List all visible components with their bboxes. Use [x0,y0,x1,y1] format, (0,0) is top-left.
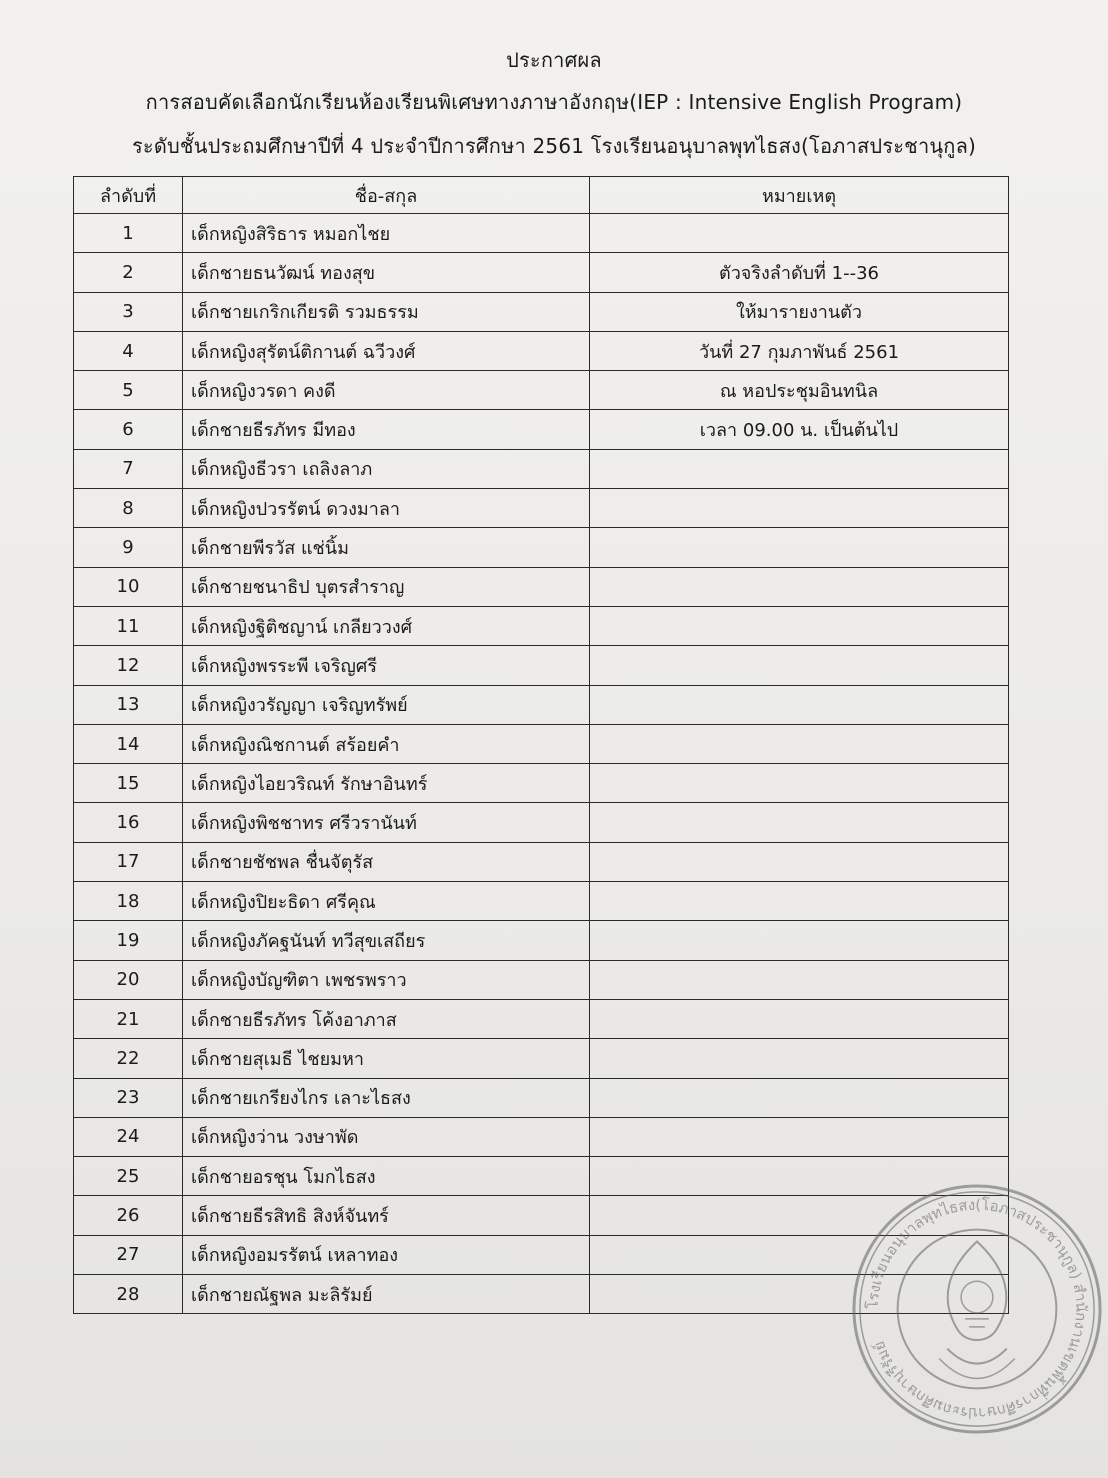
row-student-name: เด็กหญิงไอยวริณท์ รักษาอินทร์ [183,764,590,803]
row-remark [590,646,1009,685]
table-row [74,1039,1009,1078]
announcement-subtitle: การสอบคัดเลือกนักเรียนห้องเรียนพิเศษทางภาษาอังกฤษ(IEP : Intensive English Program) [145,90,963,114]
table-row [74,921,1009,960]
table-row [74,449,1009,488]
row-student-name: เด็กหญิงธีวรา เถลิงลาภ [183,449,590,488]
row-student-name: เด็กหญิงอมรรัตน์ เหลาทอง [183,1235,590,1274]
row-remark [590,764,1009,803]
row-order-number: 11 [74,606,183,645]
row-remark: ตัวจริงลำดับที่ 1--36 [590,253,1009,292]
table-row [74,410,1009,449]
table-row [74,646,1009,685]
table-body [74,214,1009,1314]
row-remark [590,1117,1009,1156]
row-remark: ณ หอประชุมอินทนิล [590,371,1009,410]
table-row [74,331,1009,370]
row-student-name: เด็กชายเกริกเกียรติ รวมธรรม [183,292,590,331]
column-header-order: ลำดับที่ [74,177,183,214]
table-row [74,882,1009,921]
row-order-number: 10 [74,567,183,606]
row-student-name: เด็กหญิงพรระพี เจริญศรี [183,646,590,685]
row-order-number: 22 [74,1039,183,1078]
row-student-name: เด็กชายธีรภัทร มีทอง [183,410,590,449]
row-student-name: เด็กหญิงภัคฐนันท์ ทวีสุขเสถียร [183,921,590,960]
row-order-number: 18 [74,882,183,921]
row-order-number: 21 [74,999,183,1038]
row-order-number: 9 [74,528,183,567]
row-order-number: 7 [74,449,183,488]
table-row [74,489,1009,528]
row-order-number: 19 [74,921,183,960]
row-student-name: เด็กหญิงวรัญญา เจริญทรัพย์ [183,685,590,724]
announcement-heading: ประกาศผล [506,48,602,72]
row-remark [590,1039,1009,1078]
row-remark [590,842,1009,881]
row-remark [590,882,1009,921]
table-header-row [74,177,1009,214]
row-order-number: 6 [74,410,183,449]
row-student-name: เด็กชายธนวัฒน์ ทองสุข [183,253,590,292]
row-order-number: 5 [74,371,183,410]
row-student-name: เด็กหญิงวรดา คงดี [183,371,590,410]
row-remark [590,803,1009,842]
row-student-name: เด็กหญิงว่าน วงษาพัด [183,1117,590,1156]
table-row [74,724,1009,763]
row-remark [590,999,1009,1038]
row-student-name: เด็กชายชัชพล ชื่นจัตุรัส [183,842,590,881]
row-student-name: เด็กชายอรชุน โมกไธสง [183,1157,590,1196]
row-order-number: 27 [74,1235,183,1274]
row-student-name: เด็กหญิงปวรรัตน์ ดวงมาลา [183,489,590,528]
stamp-text: โรงเรียนอนุบาลพุทไธสง(โอภาสประชานุกูล) สำนักงานเขตพื้นที่การศึกษาประถมศึกษาบุรีรัมย์ [863,1195,1091,1423]
table-row [74,685,1009,724]
row-remark [590,685,1009,724]
row-student-name: เด็กหญิงบัญฑิตา เพชรพราว [183,960,590,999]
row-remark: ให้มารายงานตัว [590,292,1009,331]
row-remark [590,489,1009,528]
row-remark [590,921,1009,960]
table-row [74,214,1009,253]
school-seal-stamp [848,1180,1106,1438]
table-row [74,1117,1009,1156]
row-remark [590,960,1009,999]
row-order-number: 24 [74,1117,183,1156]
row-student-name: เด็กหญิงฐิติชญาน์ เกลียววงศ์ [183,606,590,645]
row-order-number: 12 [74,646,183,685]
table-row [74,253,1009,292]
table-row [74,606,1009,645]
row-order-number: 28 [74,1275,183,1314]
row-remark [590,567,1009,606]
row-student-name: เด็กชายธีรภัทร โค้งอาภาส [183,999,590,1038]
table-row [74,764,1009,803]
table-row [74,371,1009,410]
row-order-number: 8 [74,489,183,528]
row-order-number: 14 [74,724,183,763]
row-student-name: เด็กชายณัฐพล มะลิรัมย์ [183,1275,590,1314]
row-student-name: เด็กชายพีรวัส แช่นิ้ม [183,528,590,567]
row-remark [590,528,1009,567]
table-row [74,528,1009,567]
row-student-name: เด็กหญิงสิริธาร หมอกไชย [183,214,590,253]
table-row [74,567,1009,606]
results-table [73,176,1009,1314]
announcement-school-line: ระดับชั้นประถมศึกษาปีที่ 4 ประจำปีการศึกษา 2561 โรงเรียนอนุบาลพุทไธสง(โอภาสประชานุกูล) [131,134,977,158]
row-student-name: เด็กชายธีรสิทธิ สิงห์จันทร์ [183,1196,590,1235]
row-student-name: เด็กชายเกรียงไกร เลาะไธสง [183,1078,590,1117]
row-remark [590,606,1009,645]
table-row [74,960,1009,999]
table-row [74,842,1009,881]
row-student-name: เด็กหญิงณิชกานต์ สร้อยคำ [183,724,590,763]
row-remark: เวลา 09.00 น. เป็นต้นไป [590,410,1009,449]
row-order-number: 25 [74,1157,183,1196]
row-remark [590,214,1009,253]
row-order-number: 26 [74,1196,183,1235]
row-order-number: 13 [74,685,183,724]
row-order-number: 3 [74,292,183,331]
row-remark: วันที่ 27 กุมภาพันธ์ 2561 [590,331,1009,370]
row-order-number: 16 [74,803,183,842]
table-row [74,1078,1009,1117]
table-row [74,999,1009,1038]
row-student-name: เด็กหญิงปิยะธิดา ศรีคุณ [183,882,590,921]
row-order-number: 20 [74,960,183,999]
row-order-number: 4 [74,331,183,370]
row-student-name: เด็กชายสุเมธี ไชยมหา [183,1039,590,1078]
row-order-number: 2 [74,253,183,292]
row-student-name: เด็กหญิงสุรัตน์ติกานต์ ฉวีวงศ์ [183,331,590,370]
row-remark [590,1078,1009,1117]
row-order-number: 17 [74,842,183,881]
row-order-number: 15 [74,764,183,803]
row-student-name: เด็กชายชนาธิป บุตรสำราญ [183,567,590,606]
row-student-name: เด็กหญิงพิชชาทร ศรีวรานันท์ [183,803,590,842]
row-remark [590,449,1009,488]
column-header-remark: หมายเหตุ [590,177,1009,214]
column-header-name: ชื่อ-สกุล [183,177,590,214]
row-order-number: 1 [74,214,183,253]
row-order-number: 23 [74,1078,183,1117]
table-row [74,803,1009,842]
table-row [74,292,1009,331]
row-remark [590,724,1009,763]
